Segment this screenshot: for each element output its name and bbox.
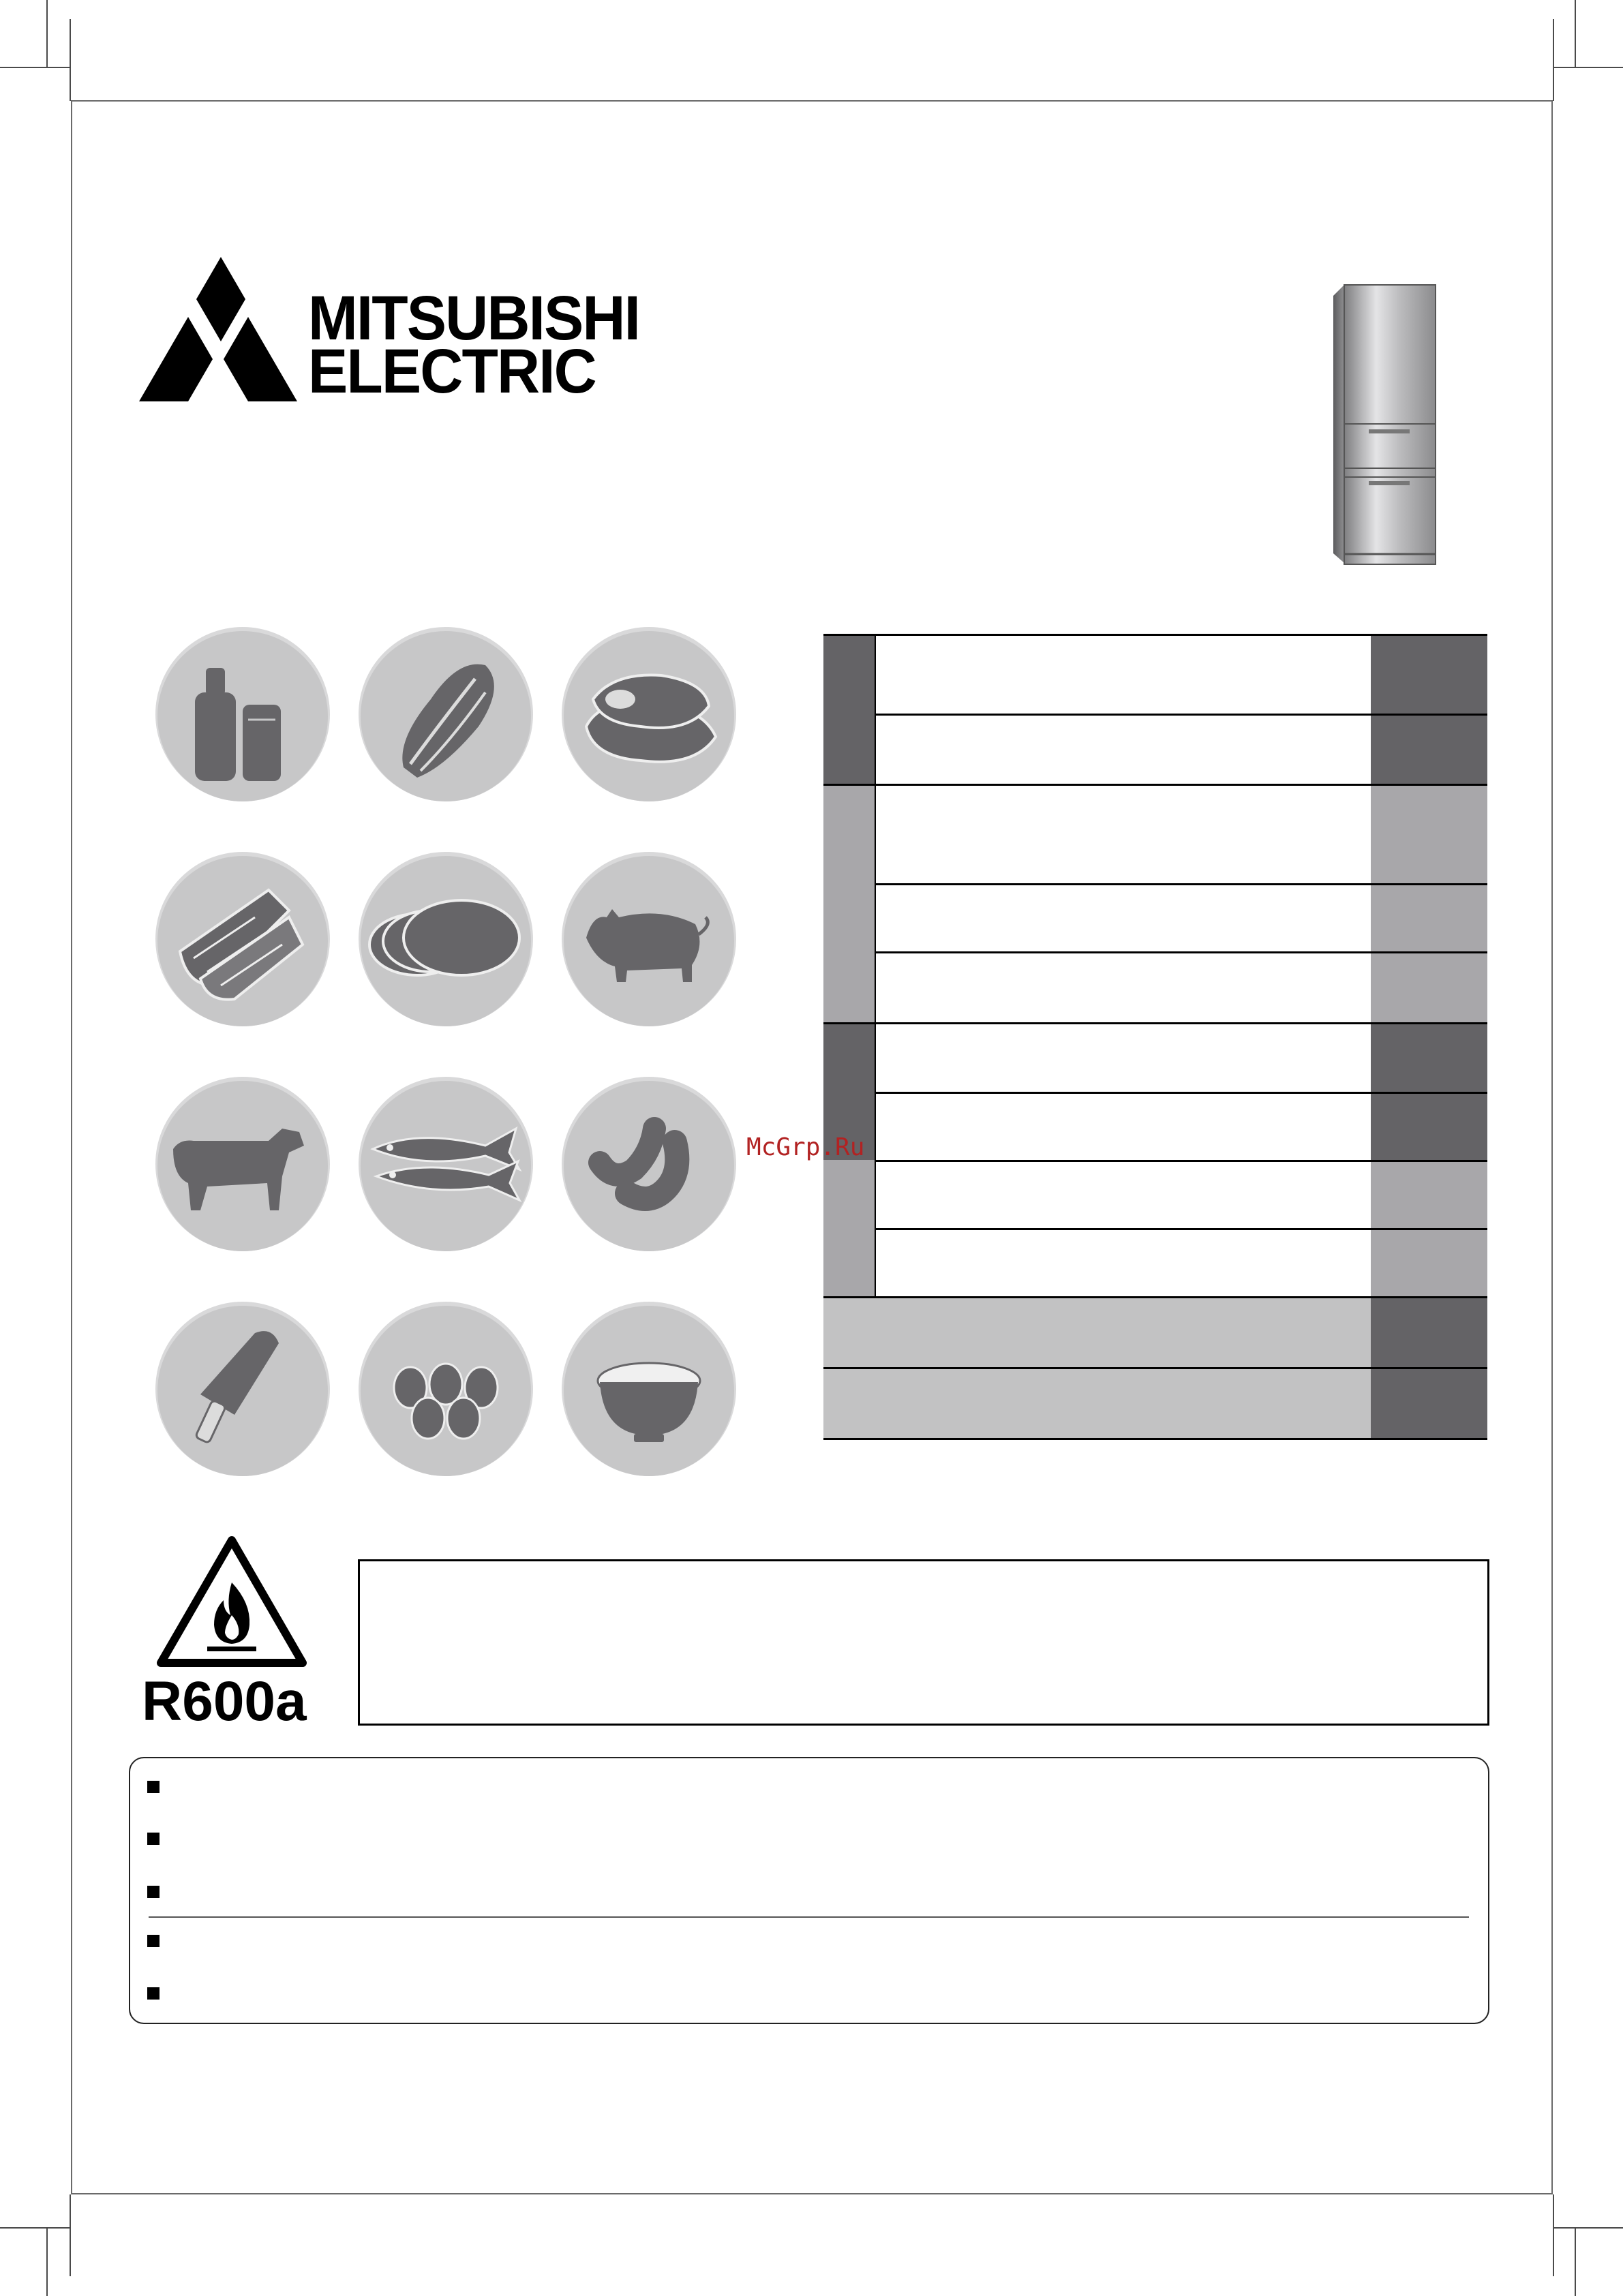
- cow-icon: [153, 1074, 333, 1254]
- toc-rule: [875, 883, 1487, 885]
- toc-rule: [875, 951, 1487, 953]
- crop-mark: [1553, 2194, 1554, 2276]
- toc-page-cell: [1371, 1022, 1487, 1092]
- notes-separator: [149, 1916, 1469, 1918]
- watermark: McGrp.Ru: [746, 1133, 865, 1161]
- crop-mark: [70, 19, 71, 101]
- toc-rule: [875, 1092, 1487, 1094]
- brand-name-line2: ELECTRIC: [308, 337, 596, 406]
- ice-pop-icon: [153, 1299, 333, 1479]
- bamboo-shoots-icon: [153, 849, 333, 1029]
- toc-page-cell: [1371, 1367, 1487, 1438]
- flammable-warning-icon: [155, 1535, 308, 1668]
- toc-rule: [823, 784, 1487, 786]
- toc-page-cell: [1371, 951, 1487, 1022]
- toc-full-row: [823, 1296, 1371, 1367]
- toc-rule: [823, 634, 1487, 636]
- note-bullet: [147, 1781, 160, 1793]
- refrigerant-label: R600a: [142, 1670, 307, 1732]
- toc-page-cell: [1371, 1296, 1487, 1367]
- toc-page-cell: [1371, 634, 1487, 714]
- toc-rule: [823, 1296, 1487, 1298]
- toc-page-cell: [1371, 714, 1487, 784]
- brand-name-line1: MITSUBISHI: [308, 284, 639, 353]
- fish-icon: [356, 1074, 536, 1254]
- warning-box: [358, 1559, 1489, 1726]
- toc-section-marker: [823, 784, 875, 1022]
- chinese-cabbage-icon: [356, 624, 536, 804]
- crop-mark: [1553, 2227, 1623, 2229]
- crop-mark: [1575, 0, 1576, 67]
- toc-page-cell: [1371, 883, 1487, 951]
- toc-page-cell: [1371, 1160, 1487, 1228]
- toc-rule: [875, 714, 1487, 716]
- meat-steaks-icon: [559, 624, 739, 804]
- note-bullet: [147, 1935, 160, 1947]
- toc-rule: [823, 1367, 1487, 1369]
- refrigerator-icon: [1328, 281, 1444, 575]
- sausages-icon: [559, 1074, 739, 1254]
- mitsubishi-diamonds-logo: [136, 256, 307, 402]
- contents-table: [823, 634, 1487, 1440]
- crop-mark: [1575, 2227, 1576, 2296]
- toc-rule: [875, 1160, 1487, 1162]
- toc-full-row: [823, 1367, 1371, 1438]
- crop-mark: [0, 2227, 71, 2229]
- toc-rule: [823, 1438, 1487, 1440]
- toc-rule: [875, 1228, 1487, 1230]
- brand-name: [308, 284, 639, 406]
- crop-mark: [1553, 67, 1623, 68]
- toc-section-marker: [823, 634, 875, 784]
- pig-icon: [559, 849, 739, 1029]
- toc-page-cell: [1371, 1092, 1487, 1160]
- crop-mark: [70, 2194, 71, 2276]
- toc-rule: [823, 1022, 1487, 1024]
- crop-mark: [1553, 19, 1554, 101]
- note-bullet: [147, 1987, 160, 2000]
- crop-mark: [0, 67, 71, 68]
- sliced-ham-icon: [356, 849, 536, 1029]
- rice-bowl-icon: [559, 1299, 739, 1479]
- bottles-cans-icon: [153, 624, 333, 804]
- toc-page-cell: [1371, 1228, 1487, 1296]
- note-bullet: [147, 1833, 160, 1845]
- toc-divider: [875, 634, 876, 1296]
- crop-mark: [46, 0, 48, 67]
- note-bullet: [147, 1886, 160, 1898]
- eggs-icon: [356, 1299, 536, 1479]
- toc-section-marker: [823, 1160, 875, 1296]
- crop-mark: [46, 2227, 48, 2296]
- notes-box: [129, 1757, 1489, 2024]
- toc-page-cell: [1371, 784, 1487, 883]
